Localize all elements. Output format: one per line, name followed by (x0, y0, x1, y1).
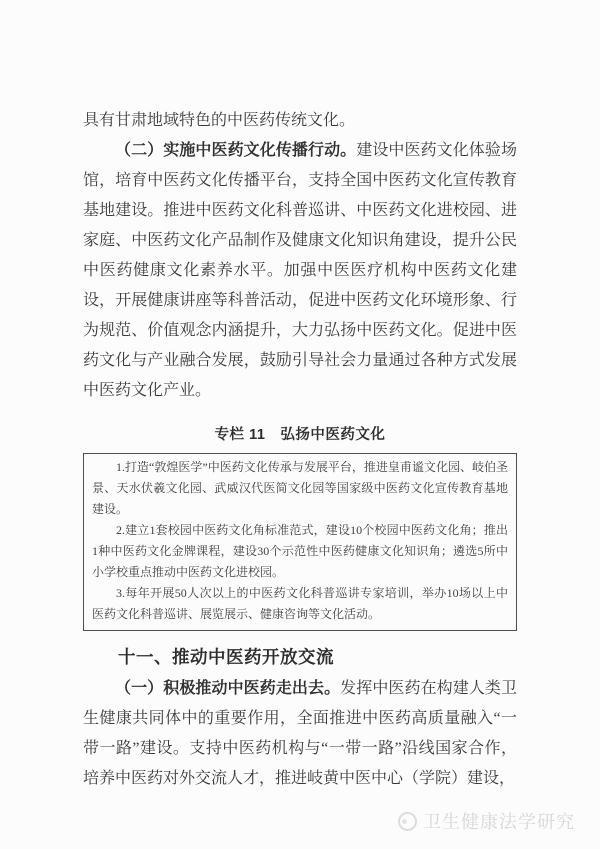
page-content (83, 106, 517, 794)
watermark-text: 卫生健康法学研究 (423, 812, 575, 832)
column-box-item-2: 2.建立1套校园中医药文化角标准范式，建设10个校园中医药文化角；推出1种中医药文化金牌课程，建设30个示范性中医药健康文化知识角；遴选5所中小学校重点推动中医药文化进校园。 (92, 523, 508, 579)
column-box-item-3: 3.每年开展50人次以上的中医药文化科普巡讲专家培训，举办10场以上中医药文化科普巡讲、展览展示、健康咨询等文化活动。 (92, 586, 508, 621)
paragraph-continuation: 具有甘肃地域特色的中医药传统文化。 (83, 112, 356, 129)
section-heading-eleven: 十一、推动中医药开放交流 (118, 647, 334, 667)
column-box-title: 专栏 11 弘扬中医药文化 (214, 427, 386, 443)
column-box-item-1: 1.打造“敦煌医学”中医药文化传承与发展平台，推进皇甫谧文化园、岐伯圣景、天水伏羲文化园、武威汉代医简文化园等国家级中医药文化宣传教育基地建设。 (92, 460, 508, 516)
column-box (83, 453, 517, 631)
watermark (398, 808, 575, 834)
wechat-account-logo-icon (398, 812, 417, 831)
paragraph-culture-spread (83, 136, 517, 406)
paragraph-culture-spread-body: 建设中医药文化体验场馆，培育中医药文化传播平台，支持全国中医药文化宣传教育基地建设。推进中医药文化科普巡讲、中医药文化进校园、进家庭、中医药文化产品制作及健康文化知识角建设，提升公民中医药健康文化素养水平。加强中医医疗机构中医药文化建设，开展健康讲座等科普活动，促进中医药文化环境形象、行为规范、价值观念内涵提升，大力弘扬中医药文化。促进中医药文化与产业融合发展，鼓励引导社会力量通过各种方式发展中医药文化产业。 (83, 142, 517, 399)
paragraph-opening-exchange-lead: （一）积极推动中医药走出去。 (115, 680, 341, 697)
paragraph-culture-spread-lead: （二）实施中医药文化传播行动。 (115, 142, 357, 159)
paragraph-opening-exchange-body: 发挥中医药在构建人类卫生健康共同体中的重要作用，全面推进中医药高质量融入“一带一路”建设。支持中医药机构与“一带一路”沿线国家合作，培养中医药对外交流人才，推进岐黄中医中心（学院）建设， (83, 680, 517, 787)
paragraph-opening-exchange (83, 674, 517, 794)
